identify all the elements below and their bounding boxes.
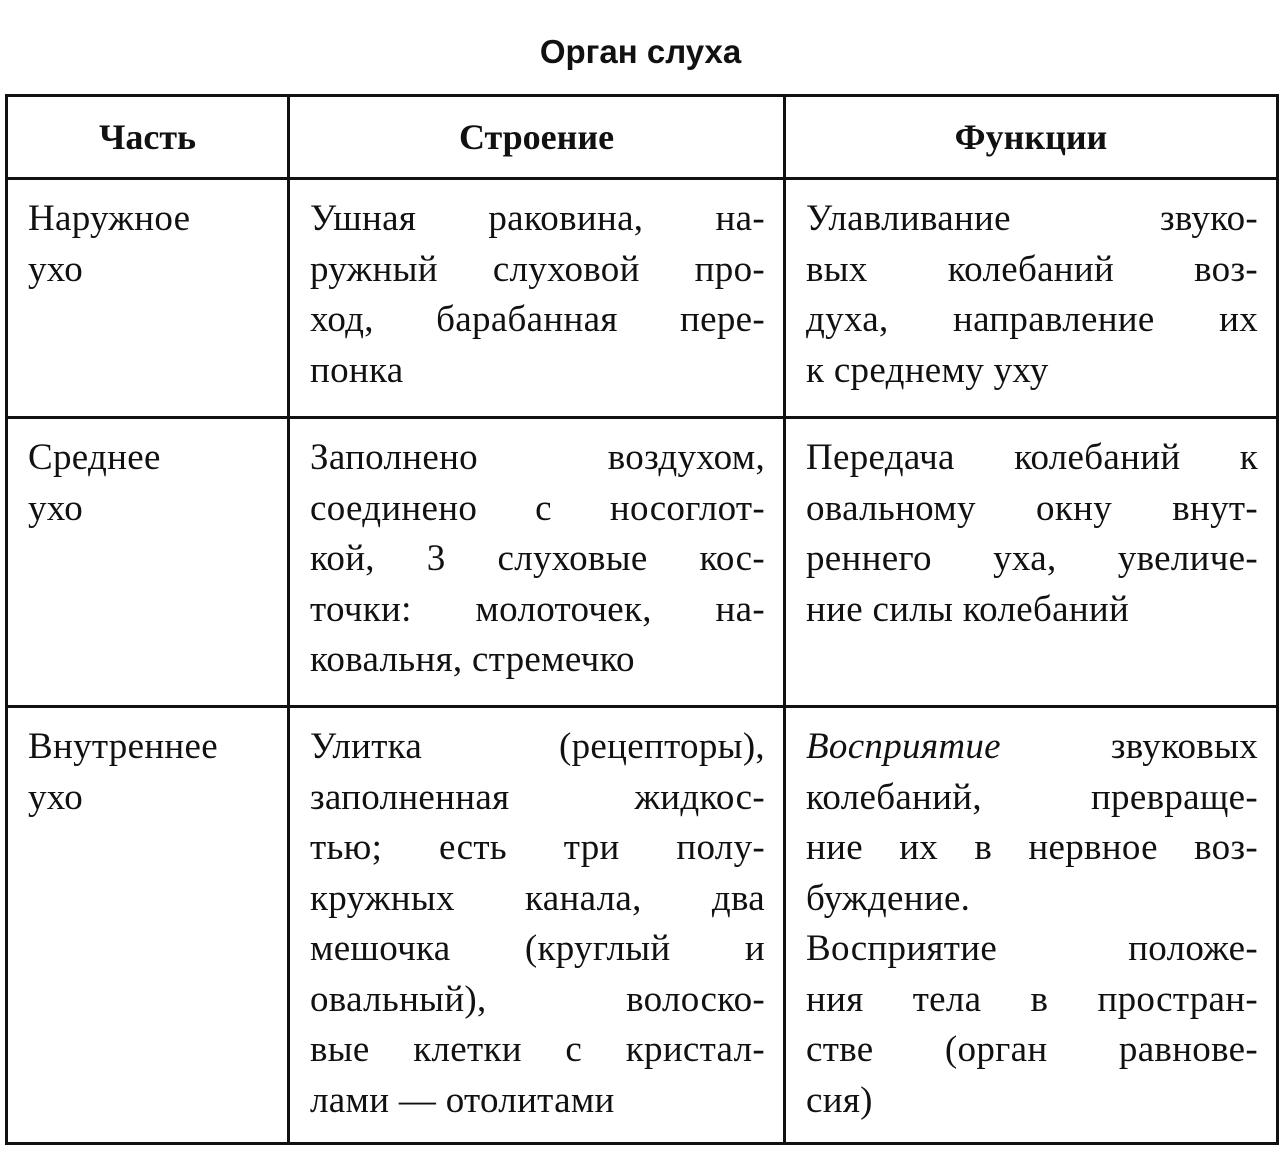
- function-line: Улавливание звуко-: [806, 198, 1258, 239]
- part-line: Наружное: [28, 198, 191, 239]
- function-line: ния тела в простран-: [806, 978, 1258, 1020]
- function-line: овальному окну внут-: [806, 487, 1258, 529]
- structure-line: лами — отолитами: [310, 1079, 615, 1121]
- table-row: [7, 707, 1278, 1144]
- structure-line: ковальня, стремечко: [310, 639, 635, 680]
- function-italic-term: Восприятие: [806, 726, 1001, 767]
- function-line: реннего уха, увеличе-: [806, 538, 1258, 579]
- function-line: сия): [806, 1079, 873, 1121]
- cell-structure: [289, 707, 785, 1144]
- part-line: Среднее: [28, 437, 161, 478]
- cell-function: [785, 707, 1278, 1144]
- structure-line: Заполнено воздухом,: [310, 437, 765, 478]
- page-title: Орган слуха: [539, 33, 742, 70]
- structure-line: вые клетки с кристал-: [310, 1029, 765, 1070]
- column-header-function: Функции: [785, 96, 1278, 179]
- structure-line: тью; есть три полу-: [310, 827, 765, 868]
- function-line: колебаний, превраще-: [806, 776, 1258, 818]
- structure-line: Ушная раковина, на-: [310, 198, 765, 239]
- cell-part: [7, 179, 289, 418]
- structure-line: заполненная жидкос-: [310, 776, 765, 818]
- function-line: Восприятие положе-: [806, 928, 1258, 969]
- function-line: стве (орган равнове-: [806, 1029, 1258, 1070]
- function-line-rest: звуковых: [1000, 726, 1258, 767]
- cell-part: [7, 707, 289, 1144]
- structure-line: соединено с носоглот-: [310, 487, 765, 529]
- function-line: ние силы колебаний: [806, 588, 1130, 630]
- column-header-part: Часть: [7, 96, 289, 179]
- table-header-row: [7, 96, 1278, 179]
- table-row: [7, 418, 1278, 707]
- structure-line: Улитка (рецепторы),: [310, 726, 765, 767]
- column-header-structure: Строение: [289, 96, 785, 179]
- cell-structure: [289, 418, 785, 707]
- part-line: ухо: [28, 776, 83, 818]
- function-line: духа, направление их: [806, 299, 1258, 340]
- part-line: ухо: [28, 487, 83, 529]
- function-line: вых колебаний воз-: [806, 248, 1258, 290]
- cell-function: [785, 418, 1278, 707]
- function-line: буждение.: [806, 877, 971, 919]
- cell-function: [785, 179, 1278, 418]
- structure-line: кой, 3 слуховые кос-: [310, 538, 765, 579]
- function-line: к среднему уху: [806, 349, 1049, 391]
- structure-line: кружных канала, два: [310, 877, 765, 919]
- part-line: Внутреннее: [28, 726, 218, 767]
- structure-line: понка: [310, 349, 404, 391]
- structure-line: ружный слуховой про-: [310, 248, 765, 290]
- structure-line: точки: молоточек, на-: [310, 588, 765, 630]
- function-line: Передача колебаний к: [806, 437, 1258, 478]
- hearing-organ-table: [5, 94, 1279, 1145]
- function-line: [806, 722, 1258, 773]
- cell-part: [7, 418, 289, 707]
- structure-line: ход, барабанная пере-: [310, 299, 765, 340]
- structure-line: овальный), волоско-: [310, 978, 765, 1020]
- table-row: [7, 179, 1278, 418]
- part-line: ухо: [28, 248, 83, 290]
- cell-structure: [289, 179, 785, 418]
- structure-line: мешочка (круглый и: [310, 928, 765, 969]
- function-line: ние их в нервное воз-: [806, 827, 1258, 868]
